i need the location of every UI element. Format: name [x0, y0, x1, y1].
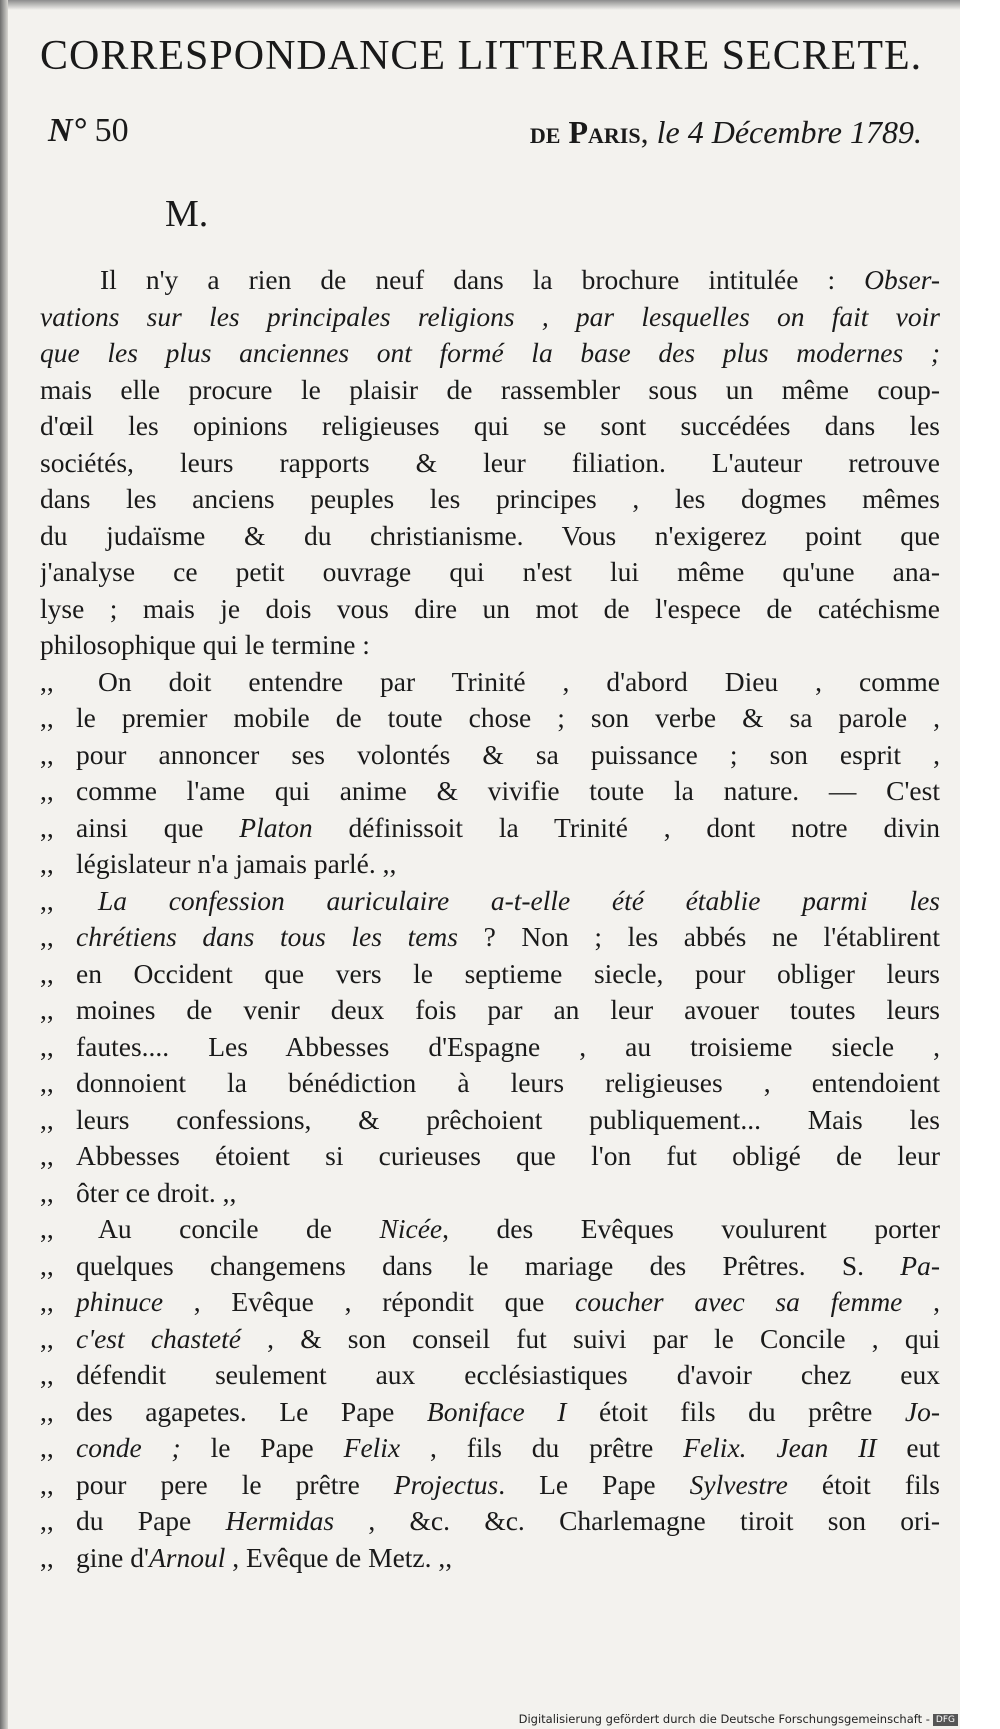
text-line [40, 956, 940, 993]
text-line [40, 1430, 940, 1467]
text-segment: comme l'ame qui anime & vivifie toute la nature. — C'est [76, 775, 940, 806]
text-line [40, 1211, 940, 1248]
credit-text: Digitalisierung gefördert durch die Deutsche Forschungsgemeinschaft - [518, 1712, 930, 1726]
text-segment: . Le Pape [498, 1468, 690, 1500]
text-segment: que les plus anciennes ont formé la base des plus modernes ; [40, 337, 940, 368]
quote-mark: ,, [40, 1541, 54, 1573]
text-segment: coucher avec sa femme [575, 1286, 903, 1317]
text-segment: La confession auriculaire a-t-elle été établie parmi les [98, 884, 940, 916]
text-segment: Jo- [904, 1395, 940, 1427]
quote-mark: ,, [40, 702, 54, 733]
text-line [40, 992, 940, 1029]
text-segment: définissoit la Trinité , dont notre divin [312, 811, 940, 843]
quote-mark: ,, [40, 811, 54, 843]
quote-mark: ,, [40, 1286, 54, 1317]
text-line [40, 773, 940, 810]
text-line [40, 1357, 940, 1394]
text-segment: défendit seulement aux ecclésiastiques d'avoir chez eux [76, 1359, 940, 1390]
quote-mark: ,, [40, 1213, 54, 1244]
text-segment: donnoient la bénédiction à leurs religieuses , entendoient [76, 1067, 940, 1098]
quote-mark: ,, [40, 921, 54, 952]
text-segment: fautes.... Les Abbesses d'Espagne , au troisieme siecle , [76, 1030, 940, 1062]
text-segment: des agapetes. Le Pape [76, 1395, 427, 1427]
text-line [40, 627, 940, 664]
text-segment: Boniface I [426, 1395, 567, 1427]
text-line [40, 1248, 940, 1285]
quote-mark: ,, [40, 1140, 54, 1171]
quote-mark: ,, [40, 848, 54, 879]
text-segment: ainsi que [76, 811, 240, 843]
text-segment: , &c. &c. Charlemagne tiroit son ori- [334, 1505, 940, 1536]
text-segment: Felix [343, 1432, 401, 1463]
quote-mark: ,, [40, 1395, 54, 1427]
text-segment: le Pape [180, 1432, 344, 1463]
text-line [40, 1467, 940, 1504]
text-segment: dans les anciens peuples les principes , les dogmes mêmes [40, 483, 940, 514]
text-segment: , fils du prêtre [400, 1432, 684, 1463]
text-line [40, 262, 940, 299]
text-segment: , & son conseil fut suivi par le Concile , qui [240, 1322, 940, 1354]
text-segment: en Occident que vers le septieme siecle, pour obliger leurs [76, 957, 940, 989]
text-segment: du Pape [76, 1505, 226, 1536]
text-segment: le premier mobile de toute chose ; son verbe & sa parole , [76, 702, 940, 733]
article-body [40, 262, 940, 1576]
text-segment: , des Evêques voulurent porter [442, 1213, 940, 1244]
dateline-sep: , [640, 114, 649, 150]
quote-mark: ,, [40, 957, 54, 989]
text-line [40, 1540, 940, 1577]
text-segment: Hermidas [225, 1505, 335, 1536]
issue-value: 50 [94, 112, 129, 149]
text-line [40, 1029, 940, 1066]
quote-mark: ,, [40, 1505, 54, 1536]
text-line [40, 846, 940, 883]
dateline-date: 4 Décembre 1789. [687, 114, 922, 150]
quote-mark: ,, [40, 1103, 54, 1135]
text-line [40, 883, 940, 920]
text-segment: pour pere le prêtre [76, 1468, 394, 1500]
text-segment: , Evêque , répondit que [163, 1286, 576, 1317]
text-segment: sociétés, leurs rapports & leur filiation. L'auteur retrouve [40, 446, 940, 478]
text-segment: ? Non ; les abbés ne l'établirent [457, 921, 940, 952]
text-segment: philosophique qui le termine : [40, 629, 370, 660]
text-line [40, 445, 940, 482]
text-line [40, 335, 940, 372]
text-segment: Pa- [900, 1249, 940, 1281]
quote-mark: ,, [40, 775, 54, 806]
dfg-logo: DFG [933, 1714, 958, 1726]
text-line [40, 1321, 940, 1358]
quote-mark: ,, [40, 665, 54, 697]
text-line [40, 1102, 940, 1139]
text-line [40, 372, 940, 409]
text-segment: d'œil les opinions religieuses qui se sont succédées dans les [40, 410, 940, 441]
quote-mark: ,, [40, 1249, 54, 1281]
text-segment: On doit entendre par Trinité , d'abord Dieu , comme [98, 665, 940, 697]
text-line [40, 299, 940, 336]
text-line [40, 737, 940, 774]
text-segment: étoit fils [787, 1468, 940, 1500]
text-line [40, 481, 940, 518]
text-segment: Au concile de [98, 1213, 380, 1244]
text-segment: Felix. Jean II [683, 1432, 877, 1463]
quote-mark: ,, [40, 1067, 54, 1098]
digitization-credit [519, 1712, 958, 1726]
page-top-shadow [0, 0, 960, 10]
quote-mark: ,, [40, 1176, 54, 1208]
text-segment: Platon [239, 811, 313, 843]
dateline-place: de Paris [529, 114, 641, 150]
text-line [40, 700, 940, 737]
text-line [40, 919, 940, 956]
text-segment: j'analyse ce petit ouvrage qui n'est lui même qu'une ana- [40, 556, 940, 587]
text-segment: du judaïsme & du christianisme. Vous n'exigerez point que [40, 519, 940, 551]
quote-mark: ,, [40, 1359, 54, 1390]
issue-number [48, 112, 129, 150]
text-segment: étoit fils du prêtre [566, 1395, 905, 1427]
text-line [40, 1284, 940, 1321]
text-line [40, 810, 940, 847]
text-line [40, 518, 940, 555]
text-segment: moines de venir deux fois par an leur avouer toutes leurs [76, 994, 940, 1025]
text-segment: quelques changemens dans le mariage des Prêtres. S. [76, 1249, 901, 1281]
text-line [40, 1175, 940, 1212]
text-segment: Obser- [864, 264, 940, 295]
text-line [40, 1394, 940, 1431]
text-segment: ôter ce droit. ,, [76, 1176, 237, 1208]
text-segment: mais elle procure le plaisir de rassembler sous un même coup- [40, 373, 940, 405]
text-segment: eut [876, 1432, 940, 1463]
text-segment: chrétiens dans tous les tems [76, 921, 458, 952]
text-segment: , Evêque de Metz. ,, [225, 1541, 453, 1573]
quote-mark: ,, [40, 1468, 54, 1500]
quote-mark: ,, [40, 994, 54, 1025]
quote-mark: ,, [40, 738, 54, 770]
text-segment: pour annoncer ses volontés & sa puissance ; son esprit , [76, 738, 940, 770]
text-segment: Nicée [379, 1213, 443, 1244]
text-segment: vations sur les principales religions , par lesquelles on fait voir [40, 300, 940, 332]
text-segment: Abbesses étoient si curieuses que l'on fut obligé de leur [76, 1140, 940, 1171]
text-segment: Arnoul [148, 1541, 226, 1573]
text-line [40, 1138, 940, 1175]
text-line [40, 1503, 940, 1540]
text-segment: Sylvestre [689, 1468, 788, 1500]
text-line [40, 1065, 940, 1102]
text-line [40, 554, 940, 591]
page-binding-edge [0, 0, 8, 1729]
issue-label: N° [48, 112, 87, 149]
margin-strip [960, 0, 1000, 1729]
quote-mark: ,, [40, 1322, 54, 1354]
text-segment: gine d' [76, 1541, 149, 1573]
masthead-title: CORRESPONDANCE LITTERAIRE SECRETE. [40, 33, 923, 79]
text-segment: phinuce [76, 1286, 164, 1317]
quote-mark: ,, [40, 1432, 54, 1463]
text-segment: leurs confessions, & prêchoient publiquement... Mais les [76, 1103, 940, 1135]
text-segment: lyse ; mais je dois vous dire un mot de l'espece de catéchisme [40, 592, 940, 624]
quote-mark: ,, [40, 1030, 54, 1062]
text-segment: législateur n'a jamais parlé. ,, [76, 848, 397, 879]
salutation: M. [165, 193, 209, 235]
text-segment: c'est chasteté [76, 1322, 241, 1354]
text-line [40, 408, 940, 445]
text-line [40, 591, 940, 628]
text-segment: conde ; [76, 1432, 181, 1463]
text-segment: Projectus [393, 1468, 499, 1500]
dateline [530, 114, 922, 151]
quote-mark: ,, [40, 884, 54, 916]
dateline-le: le [656, 114, 680, 150]
text-segment: Il n'y a rien de neuf dans la brochure intitulée : [100, 264, 865, 295]
text-segment: , [902, 1286, 940, 1317]
text-line [40, 664, 940, 701]
